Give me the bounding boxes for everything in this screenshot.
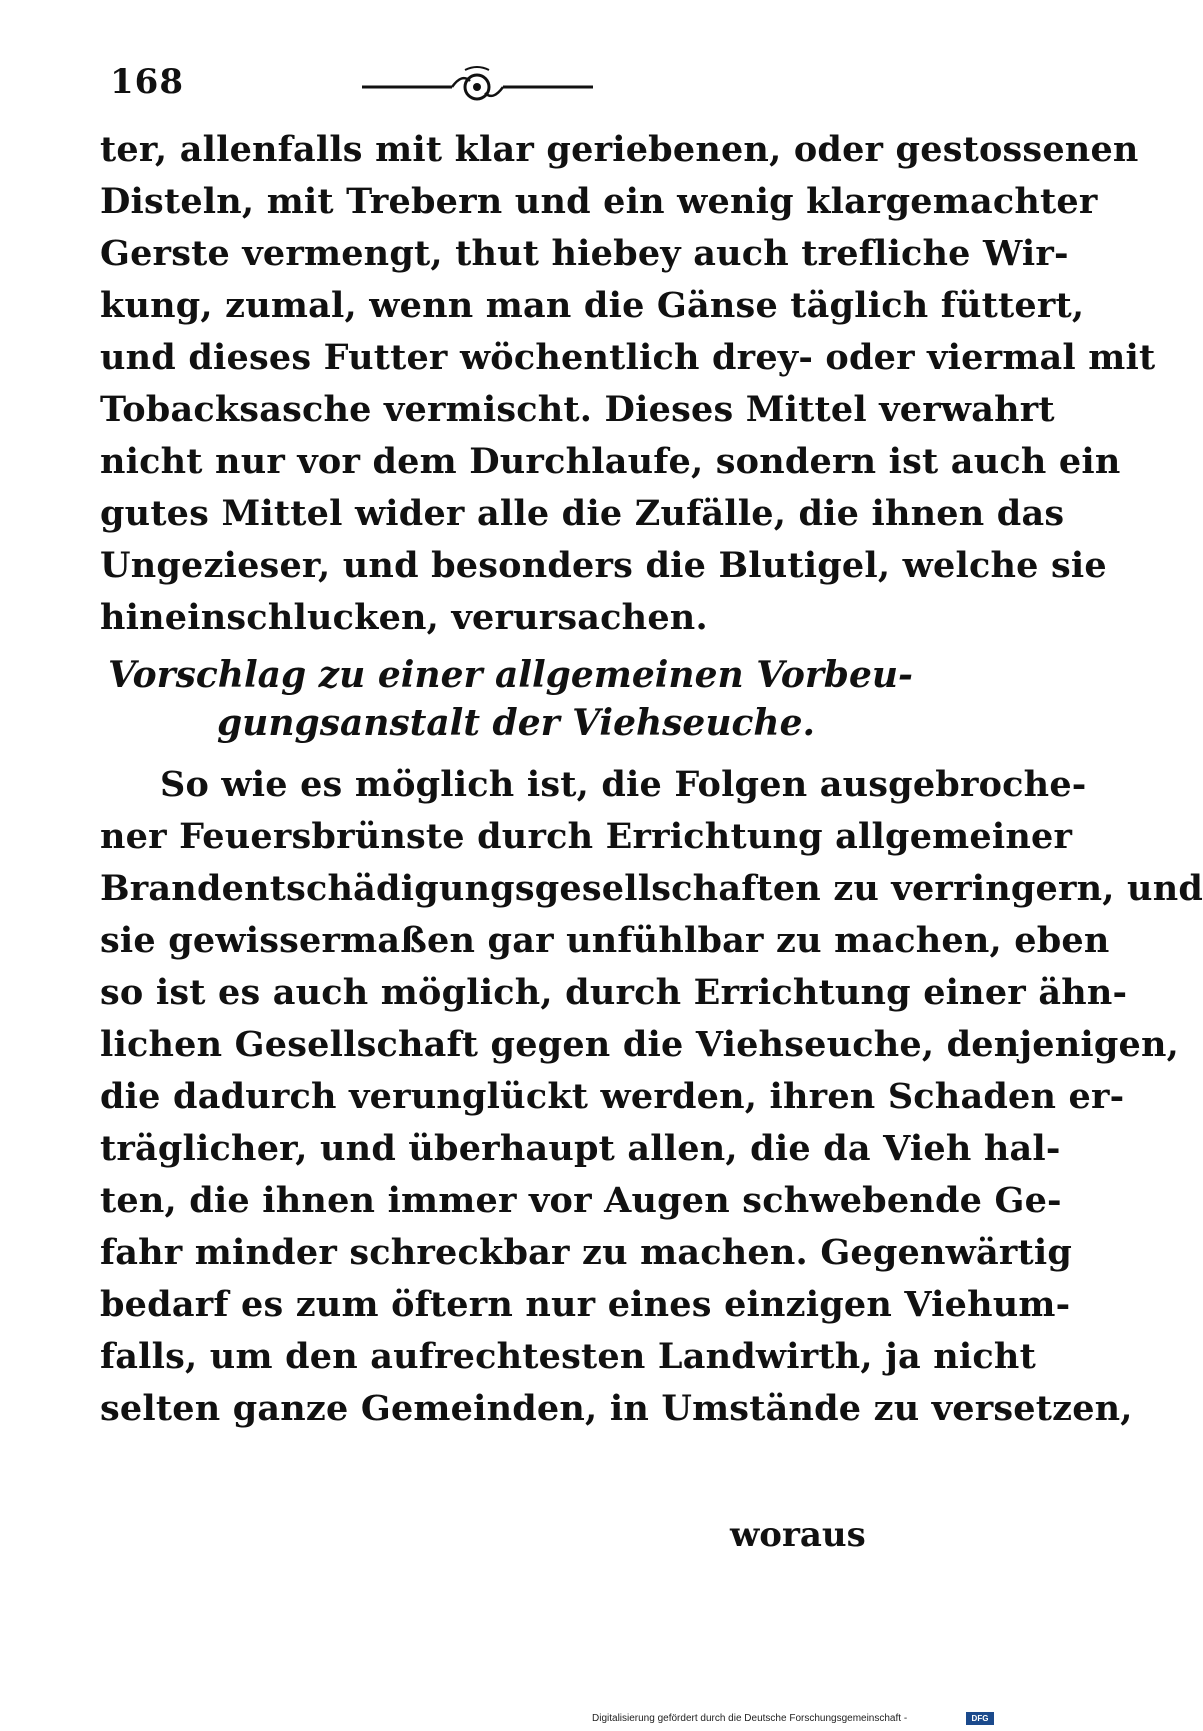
text-line: gutes Mittel wider alle die Zufälle, die ihnen das [100,493,1065,534]
text-line: und dieses Futter wöchentlich drey- oder viermal mit [100,337,1156,378]
heading-line: gungsanstalt der Viehseuche. [217,702,816,744]
text-line: Ungezieser, und besonders die Blutigel, welche sie [100,545,1107,586]
text-line: nicht nur vor dem Durchlaufe, sondern ist auch ein [100,441,1121,482]
text-line: die dadurch verunglückt werden, ihren Schaden er- [100,1076,1125,1117]
text-line: falls, um den aufrechtesten Landwirth, ja nicht [100,1336,1036,1377]
text-line: fahr minder schreckbar zu machen. Gegenwärtig [100,1232,1073,1273]
text-line: Tobacksasche vermischt. Dieses Mittel verwahrt [100,389,1055,430]
text-line: bedarf es zum öftern nur eines einzigen Viehum- [100,1284,1071,1325]
text-line: so ist es auch möglich, durch Errichtung einer ähn- [100,972,1128,1013]
text-line: lichen Gesellschaft gegen die Viehseuche, denjenigen, [100,1024,1180,1065]
text-line: Brandentschädigungsgesellschaften zu verringern, und [100,868,1203,909]
text-line: Gerste vermengt, thut hiebey auch trefliche Wir- [100,233,1069,274]
text-line: Disteln, mit Trebern und ein wenig klargemachter [100,181,1098,222]
digitization-credit: Digitalisierung gefördert durch die Deutsche Forschungsgemeinschaft - [592,1713,908,1724]
text-line: hineinschlucken, verursachen. [100,597,708,638]
text-line: So wie es möglich ist, die Folgen ausgebroche- [160,764,1087,805]
text-line: selten ganze Gemeinden, in Umstände zu versetzen, [100,1388,1133,1429]
heading-line: Vorschlag zu einer allgemeinen Vorbeu- [108,654,913,696]
text-line: kung, zumal, wenn man die Gänse täglich füttert, [100,285,1085,326]
text-line: sie gewissermaßen gar unfühlbar zu machen, eben [100,920,1110,961]
page-number: 168 [110,62,184,102]
text-line: träglicher, und überhaupt allen, die da Vieh hal- [100,1128,1061,1169]
catchword: woraus [730,1515,866,1555]
dfg-logo: DFG [966,1712,994,1725]
text-line: ten, die ihnen immer vor Augen schwebende Ge- [100,1180,1062,1221]
ornament-divider [360,66,595,112]
text-line: ter, allenfalls mit klar geriebenen, oder gestossenen [100,129,1139,170]
text-line: ner Feuersbrünste durch Errichtung allgemeiner [100,816,1073,857]
